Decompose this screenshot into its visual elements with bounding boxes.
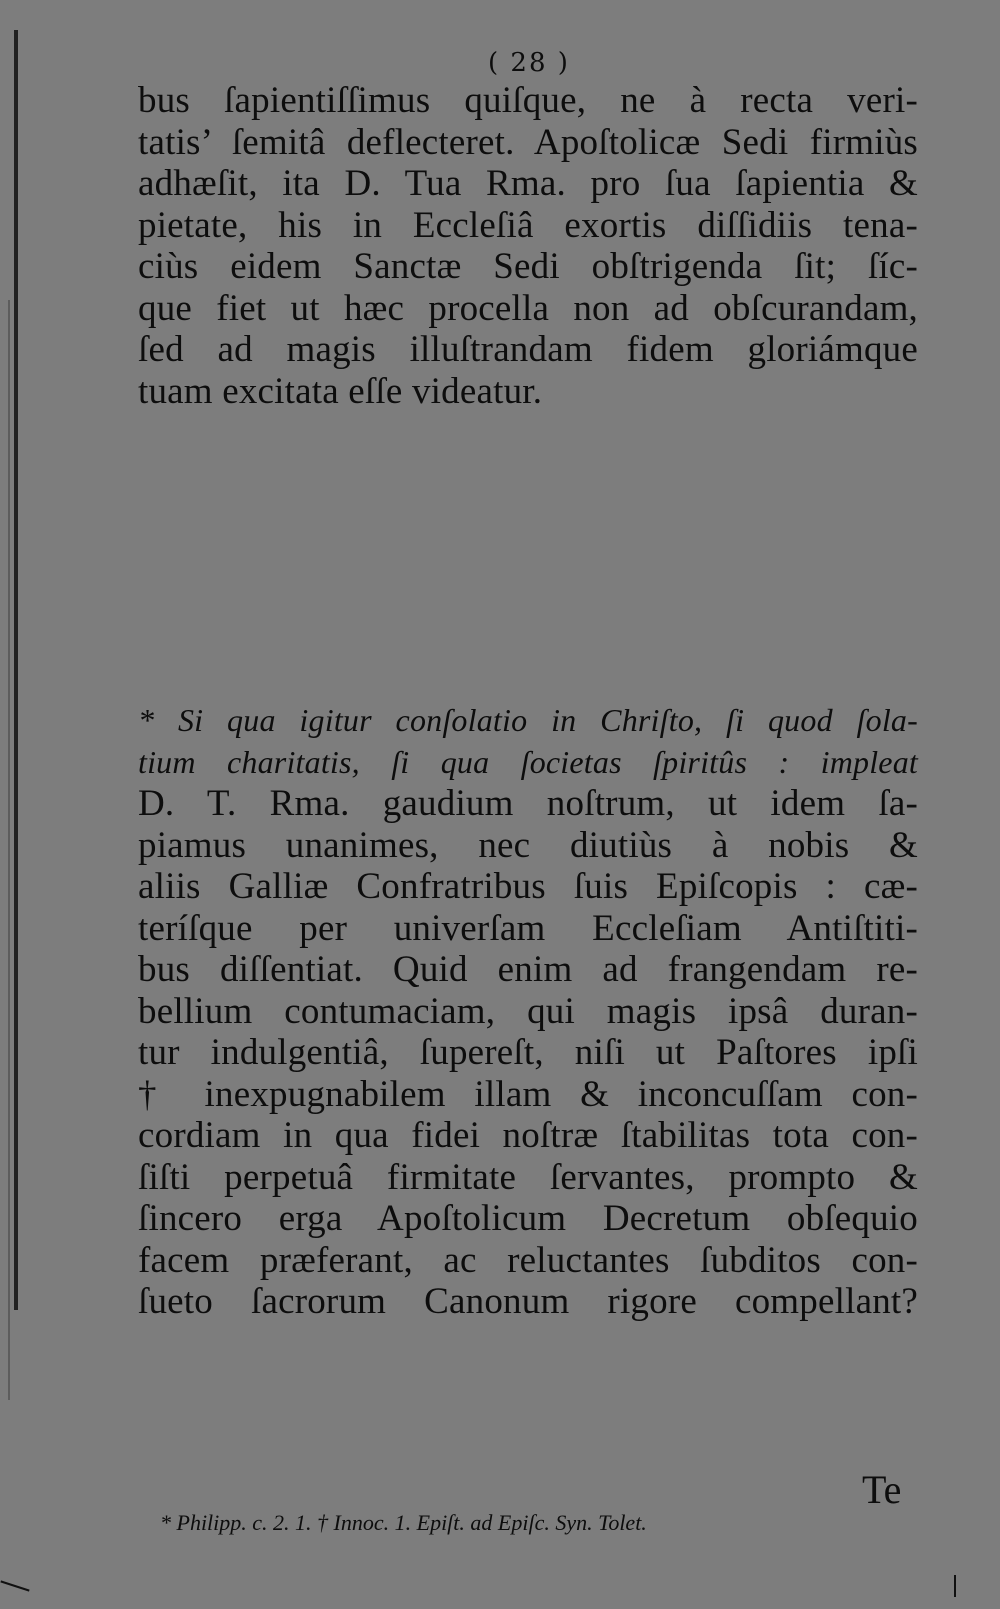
- footnote: * Philipp. c. 2. 1. † Innoc. 1. Epiſt. ad Epiſc. Syn. Tolet.: [160, 1510, 647, 1535]
- text-line: cordiam in qua fidei noſtræ ſtabilitas tota con-: [138, 1115, 918, 1156]
- binding-edge-line: [8, 300, 10, 1400]
- page-number: ( 28 ): [488, 48, 570, 78]
- text-line: * Si qua igitur conſolatio in Chriſto, ſi quod ſola-: [138, 702, 918, 738]
- text-line: bus ſapientiſſimus quiſque, ne à recta veri-: [138, 80, 918, 121]
- text-line: tur indulgentiâ, ſupereſt, niſi ut Paſtores ipſi: [138, 1032, 918, 1073]
- text-line: que fiet ut hæc procella non ad obſcurandam,: [138, 287, 918, 329]
- text-line: bus diſſentiat. Quid enim ad frangendam re-: [138, 949, 918, 990]
- corner-mark: [0, 1580, 29, 1591]
- text-line: tuam excitata eſſe videatur.: [138, 370, 543, 412]
- text-line: D. T. Rma. gaudium noſtrum, ut idem ſa-: [138, 783, 918, 824]
- text-line: piamus unanimes, nec diutiùs à nobis &: [138, 824, 918, 866]
- text-line: aliis Galliæ Confratribus ſuis Epiſcopis : cæ-: [138, 866, 918, 907]
- binding-edge-shadow: [14, 30, 18, 1310]
- paragraph-2: [138, 700, 918, 1323]
- catchword: Te: [862, 1467, 902, 1512]
- text-line: bellium contumaciam, qui magis ipsâ duran-: [138, 990, 918, 1032]
- text-line: ſed ad magis illuſtrandam fidem gloriámque: [138, 329, 918, 370]
- text-line: pietate, his in Eccleſiâ exortis diſſidiis tena-: [138, 204, 918, 246]
- text-line: ſiſti perpetuâ firmitate ſervantes, prompto &: [138, 1156, 918, 1198]
- text-line: ſueto ſacrorum Canonum rigore compellant?: [138, 1281, 918, 1322]
- text-line: adhæſit, ita D. Tua Rma. pro ſua ſapientia &: [138, 163, 918, 204]
- paragraph-1: [138, 80, 918, 412]
- text-line: tatis’ ſemitâ deflecteret. Apoſtolicæ Sedi firmiùs: [138, 121, 918, 163]
- text-line: facem præferant, ac reluctantes ſubditos con-: [138, 1239, 918, 1281]
- edge-mark: [954, 1575, 956, 1597]
- text-line: tium charitatis, ſi qua ſocietas ſpiritûs : impleat: [138, 743, 918, 780]
- text-line: ciùs eidem Sanctæ Sedi obſtrigenda ſit; ſíc-: [138, 246, 918, 287]
- text-line: teríſque per univerſam Eccleſiam Antiſtiti-: [138, 907, 918, 949]
- text-line: † inexpugnabilem illam & inconcuſſam con-: [138, 1073, 918, 1115]
- text-line: ſincero erga Apoſtolicum Decretum obſequio: [138, 1198, 918, 1239]
